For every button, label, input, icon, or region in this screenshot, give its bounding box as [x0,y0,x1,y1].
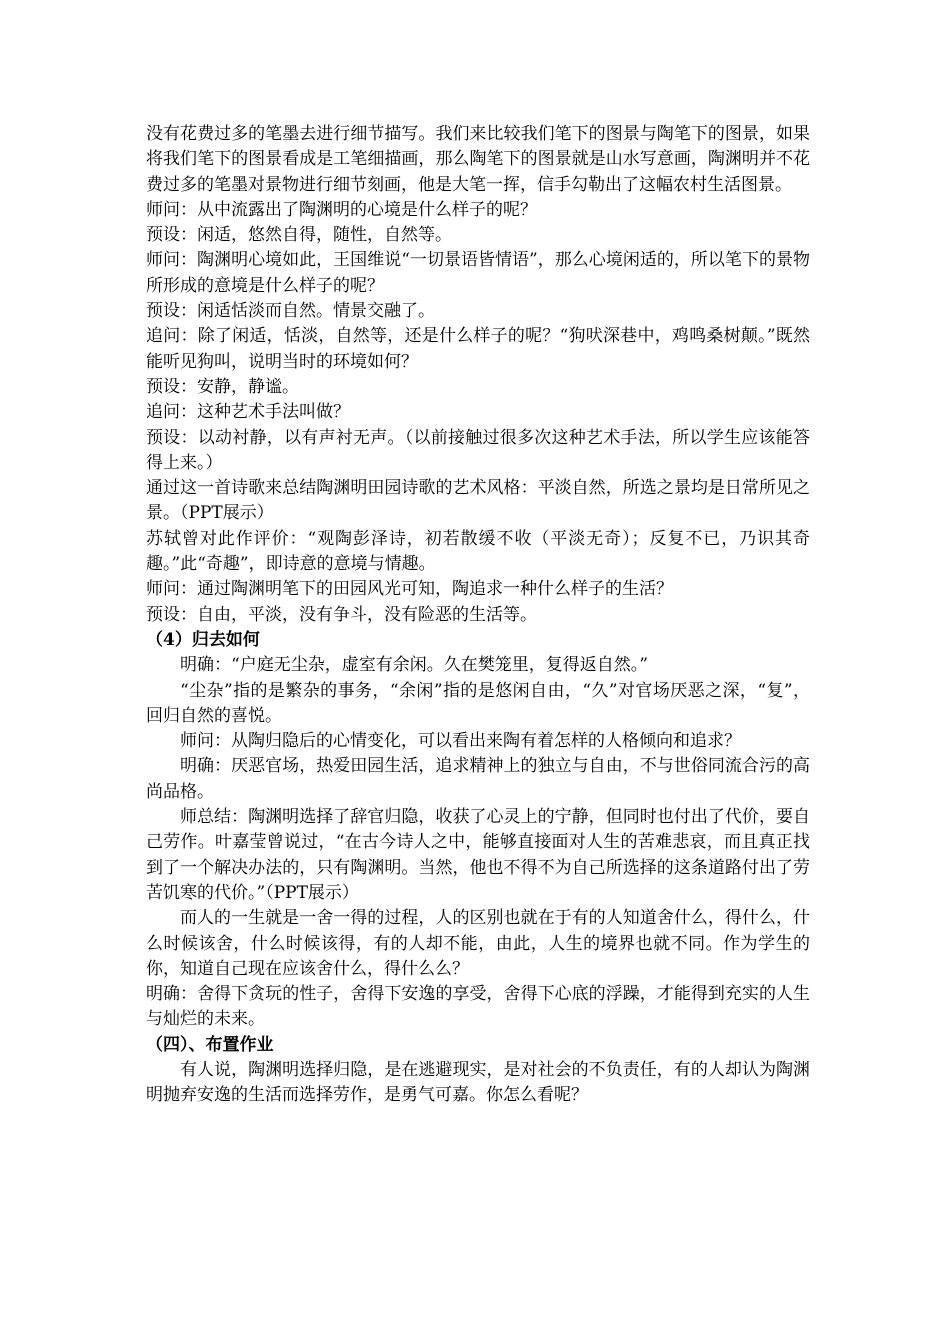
paragraph: 师问：从陶归隐后的心情变化，可以看出来陶有着怎样的人格倾向和追求？ [180,731,741,752]
paragraph: 师问：陶渊明心境如此，王国维说“一切景语皆情语”，那么心境闲适的，所以笔下的景物所形成的意境是什么样子的呢？ [146,250,810,296]
paragraph: 明确：厌恶官场，热爱田园生活，追求精神上的独立与自由，不与世俗同流合污的高尚品格。 [146,756,810,802]
paragraph: 没有花费过多的笔墨去进行细节描写。我们来比较我们笔下的图景与陶笔下的图景，如果将我们笔下的图景看成是工笔细描画，那么陶笔下的图景就是山水写意画，陶渊明并不花费过多的笔墨对景物进行细节刻画，他是大笔一挥，信手勾勒出了这幅农村生活图景。 [146,124,810,195]
paragraph: 预设：以动衬静，以有声衬无声。（以前接触过很多次这种艺术手法，所以学生应该能答得上来。） [146,427,810,473]
paragraph: 师问：通过陶渊明笔下的田园风光可知，陶追求一种什么样子的生活？ [146,579,673,600]
paragraph: 有人说，陶渊明选择归隐，是在逃避现实，是对社会的不负责任，有的人却认为陶渊明抛弃安逸的生活而选择劳作，是勇气可嘉。你怎么看呢？ [146,1059,810,1106]
paragraph: 明确：“户庭无尘杂，虚室有余闲。久在樊笼里，复得返自然。” [180,655,648,676]
paragraph: 师总结：陶渊明选择了辞官归隐，收获了心灵上的宁静，但同时也付出了代价，要自己劳作。叶嘉莹曾说过，“在古今诗人之中，能够直接面对人生的苦难悲哀，而且真正找到了一个解决办法的，只有陶渊明。当然，他也不得不为自己所选择的这条道路付出了劳苦饥寒的代价。”（PPT展示） [146,807,810,903]
document-page [146,122,810,1109]
paragraph: 明确：舍得下贪玩的性子，舍得下安逸的享受，舍得下心底的浮躁，才能得到充实的人生与灿烂的未来。 [146,984,810,1030]
section-heading: （4）归去如何 [146,629,260,650]
paragraph: 追问：除了闲适，恬淡，自然等，还是什么样子的呢？“狗吠深巷中，鸡鸣桑树颠。”既然能听见狗叫，说明当时的环境如何？ [146,326,810,372]
paragraph: 预设：安静，静谧。 [146,376,299,397]
paragraph: “尘杂”指的是繁杂的事务，“余闲”指的是悠闲自由，“久”对官场厌恶之深，“复”，回归自然的喜悦。 [146,680,810,726]
paragraph: 通过这一首诗歌来总结陶渊明田园诗歌的艺术风格：平淡自然，所选之景均是日常所见之景。（PPT展示） [146,478,810,524]
paragraph: 预设：闲适恬淡而自然。情景交融了。 [146,301,435,322]
section-heading: （四）、布置作业 [146,1034,274,1055]
paragraph: 预设：闲适，悠然自得，随性，自然等。 [146,225,452,246]
paragraph: 苏轼曾对此作评价：“观陶彭泽诗，初若散缓不收（平淡无奇）；反复不已，乃识其奇趣。”此“奇趣”，即诗意的意境与情趣。 [146,528,810,575]
paragraph: 师问：从中流露出了陶渊明的心境是什么样子的呢？ [146,199,537,220]
paragraph: 追问：这种艺术手法叫做？ [146,402,350,423]
paragraph: 预设：自由，平淡，没有争斗，没有险恶的生活等。 [146,604,537,625]
paragraph: 而人的一生就是一舍一得的过程，人的区别也就在于有的人知道舍什么，得什么，什么时候该舍，什么时候该得，有的人却不能，由此，人生的境界也就不同。作为学生的你，知道自己现在应该舍什么，得什么么？ [146,908,810,979]
